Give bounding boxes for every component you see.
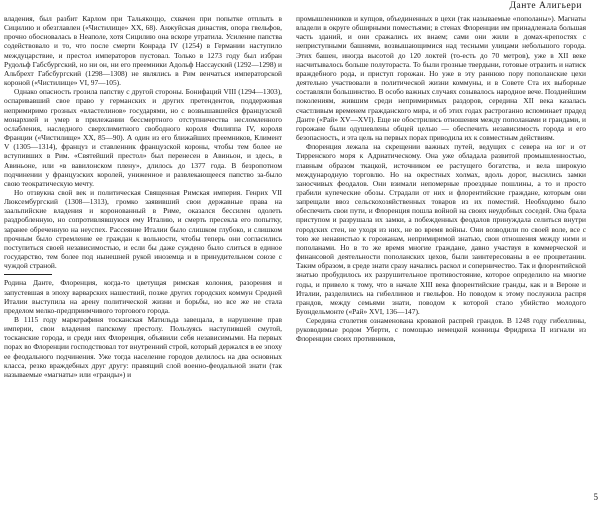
section-divider [4, 274, 52, 275]
paragraph: Родина Данте, Флоренция, когда-то цветущая римская колония, разорения и запустевшая в эпоху варварских нашествий, позже других городских коммун Средней Италии выступила на арену политической жизни и борьбы, но все же не стала пределом мелко-предприимчивого торгового города. [4, 278, 282, 315]
paragraph: В 1115 году маркграфиня тосканская Матильда завещала, в нарушение прав империи, свои владения папскому престолу. Пользуясь наступившей смутой, тосканские города, и среди них Флоренция, объявили себя независимыми. На первых порах во Флоренции господствовал тот внутренний строй, который держался в ее эпоху ее феодального подчинения. Уже тогда население городов делилось на два основных класса, резко враждебных друг другу: правящий слой военно-феодальной знати (так называемые «магнаты» или «гранды») и [4, 315, 282, 379]
running-header [0, 0, 600, 14]
paragraph: Середина столетия ознаменована кровавой распрей грандов. В 1248 году гибеллины, руководимые родом Уберти, с помощью немецкой конницы Фридриха II изгнали из Флоренции своих противников, [296, 316, 586, 344]
paragraph: Флоренция лежала на скрещении важных путей, ведущих с севера на юг и от Тирренского моря к Адриатическому. Она уже обладала развитой промышленностью, главным образом ткацкой, источником ее растущего богатства, и вела широкую международную торговлю. Но на окрестных холмах, вдоль дорог, высились замки заносчивых феодалов. Они взимали непомерные проездные пошлины, а то и просто грабили купеческие обозы. Страдали от них и флорентийские граждане, которым они запрещали ввоз сельскохозяйственных товаров из их поместий. Необходимо было обеспечить свои пути, и Флоренция пошла войной на своих неудобных соседей. Она брала приступом и разрушала их замки, а побежденных феодалов принуждала селиться внутри городских стен, не уходя из них, не во время войны. Они возводили по своей воле, все с тою же ненавистью к горожанам, непримиримой знатью, свои отношения между ними и пополанами. Но в то же время многие граждане, давно участвуя в коммерческой и финансовой деятельности пополанских цехов, были заинтересованы в ее процветании. Таким образом, в среде знати сразу начались раскол и соперничество. Так и флорентийской знатью пробудилось их разрушительное противостояние, которое определило на многие годы, и привело к тому, что в начале XIII века флорентийские гранды, как и в Вероне и Италии, разделились на гибеллинов и гвельфов. Но поводом к этому послужила распря грандов, между семьями знати, поводом к которой стало убийство молодого Буондельмонте («Рай» XVI, 136—147). [296, 142, 586, 316]
page-number: 5 [593, 492, 598, 502]
paragraph: Однако опасность грозила папству с другой стороны. Бонифаций VIII (1294—1303), оспаривавший свое право у германских и других претендентов, поддерживая непримиримо грозных «властелинов» государями, но с возвышавшейся французской монархией и умер в прилежании бессмертного отступничества несломленного ослабления, наследного сверхлимитного свободного короля Филиппа IV, короля Франции («Чистилище» XX, 85—90). А один из его ближайших преемников, Климент V (1305—1314), француз и ставленник французской короны, чтобы тем более не вступивших в Рим. «Святейший престол» был перенесен в Авиньон, и здесь, в Авиньоне, или «в вавилонском плену», длилось до 1377 года. В безропотном подчинении у французских королей, униженное и развлекающееся папство за-было свою теократическую мечту. [4, 87, 282, 188]
right-text-column [296, 14, 586, 344]
left-text-column [4, 14, 282, 379]
paragraph: промышленников и купцов, объединенных в цехи (так называемые «пополаны»). Магнаты владели в округе обширными поместьями; в стенах Флоренции им принадлежала большая часть зданий, и они сражались их внаем; сами они жили в домах-крепостях с неприступными башнями, возвышающимися над тесными улицами небольшого города. Этих башен, иногда высотой до 120 локтей (то-есть до 70 метров), уже в XII веке насчитывалось больше полутораста. То были грозные твердыни, готовые отразить и натиск враждебного рода, и приступ горожан. Но уже в эту раннюю пору пополанские цехи деятельно участвовали в политической жизни коммуны, и в Совете Ста их выборные составляли большинство. В особо важных случаях созывалось народное вече. Позднейшим поколениям, жившим среди непримиримых раздоров, середина XII века казалась счастливым временем гражданского мира, и об этих годах растроганно вспоминает прадед Данте («Рай» XV—XVI). Еще не обострились отношения между пополанами и грандами, и горожане были одушевлены общей целью — обеспечить независимость города и его безопасность, и эта цель на первых порах приводила их к совместным действиям. [296, 14, 586, 143]
paragraph: Но отзвукиа свой век и политическая Священная Римская империя. Генрих VII Люксембургский (1308—1313), громко заявивший свои державные права на заальпийские владения и коронованный в Риме, оказался бессилен одолеть раздробленную, но сопротивлявшуюся ему Италию, и смерть пресекла его попытку, заранее обреченную на неуспех. Рассеяние Италии было слишком глубоко, и слишком прочным было стремление ее граждан к вольности, чтобы теперь они согласились поступиться своей независимостью, и если бы даже суждено было слиться в единое государство, тем более под нынешней рукой иноземца и в принудительном союзе с чуждой страной. [4, 187, 282, 271]
running-header-title: Данте Алигьери [509, 1, 582, 11]
paragraph: владения, был разбит Карлом при Тальякоццо, схвачен при попытке отплыть в Сицилию и обезглавлен («Чистилище» XX, 68). Анжуйская династия, опора гвельфов, прочно обосновалась в Неаполе, хотя Сицилию она вскоре утратила. Усиление папства содействовало и то, что после смерти Конрада IV (1254) в Германии наступило междуцарствие, и престол императоров пустовал. Только в 1273 году был избран Рудольф Габсбургский, но ни он, ни его преемники Адольф Нассауский (1292—1298) и Альбрехт Габсбургский (1298—1308) не являлись в Рим венчаться императорской короной («Чистилище» VI, 97—105). [4, 14, 282, 88]
